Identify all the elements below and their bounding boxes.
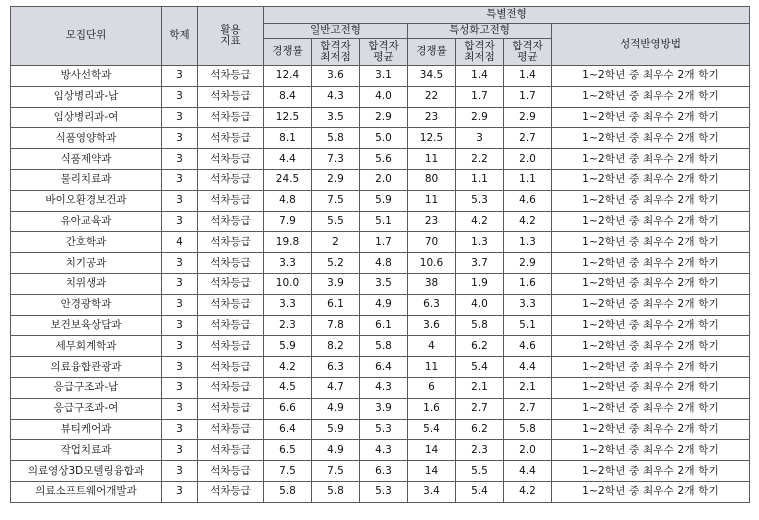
cell-specialized-min: 5.5 <box>456 461 504 482</box>
cell-years: 3 <box>162 149 198 170</box>
header-avg-line1: 합격자 <box>512 39 543 52</box>
cell-years: 3 <box>162 357 198 378</box>
cell-indicator: 석차등급 <box>198 66 264 87</box>
cell-specialized-avg: 5.8 <box>504 419 552 440</box>
table-row <box>11 232 750 253</box>
cell-grade-method: 1~2학년 중 최우수 2개 학기 <box>552 315 750 336</box>
cell-indicator: 석차등급 <box>198 440 264 461</box>
cell-general-avg: 1.7 <box>360 232 408 253</box>
cell-indicator: 석차등급 <box>198 149 264 170</box>
cell-general-min: 4.9 <box>312 398 360 419</box>
cell-years: 3 <box>162 66 198 87</box>
cell-indicator: 석차등급 <box>198 294 264 315</box>
cell-specialized-min: 5.4 <box>456 481 504 502</box>
cell-unit: 의료소프트웨어개발과 <box>11 481 162 502</box>
cell-indicator: 석차등급 <box>198 315 264 336</box>
table-row <box>11 336 750 357</box>
cell-specialized-min: 2.9 <box>456 107 504 128</box>
cell-grade-method: 1~2학년 중 최우수 2개 학기 <box>552 149 750 170</box>
header-general-min <box>312 39 360 66</box>
cell-general-min: 3.5 <box>312 107 360 128</box>
cell-general-min: 7.5 <box>312 190 360 211</box>
cell-general-min: 4.9 <box>312 440 360 461</box>
cell-general-min: 3.9 <box>312 273 360 294</box>
cell-grade-method: 1~2학년 중 최우수 2개 학기 <box>552 398 750 419</box>
cell-specialized-min: 5.3 <box>456 190 504 211</box>
cell-years: 3 <box>162 169 198 190</box>
cell-specialized-min: 2.3 <box>456 440 504 461</box>
cell-general-competition: 5.8 <box>264 481 312 502</box>
cell-years: 3 <box>162 128 198 149</box>
cell-years: 3 <box>162 190 198 211</box>
header-avg-line2: 평균 <box>517 51 538 63</box>
cell-general-competition: 4.2 <box>264 357 312 378</box>
cell-unit: 의료융합관광과 <box>11 357 162 378</box>
cell-indicator: 석차등급 <box>198 419 264 440</box>
table-row <box>11 273 750 294</box>
cell-specialized-competition: 38 <box>408 273 456 294</box>
cell-grade-method: 1~2학년 중 최우수 2개 학기 <box>552 294 750 315</box>
cell-specialized-avg: 2.0 <box>504 440 552 461</box>
cell-specialized-min: 2.7 <box>456 398 504 419</box>
cell-specialized-min: 1.3 <box>456 232 504 253</box>
cell-specialized-avg: 2.9 <box>504 253 552 274</box>
cell-general-avg: 5.3 <box>360 419 408 440</box>
cell-indicator: 석차등급 <box>198 169 264 190</box>
cell-unit: 식품제약과 <box>11 149 162 170</box>
cell-specialized-avg: 3.3 <box>504 294 552 315</box>
cell-general-competition: 6.5 <box>264 440 312 461</box>
cell-general-min: 7.8 <box>312 315 360 336</box>
cell-general-min: 7.5 <box>312 461 360 482</box>
cell-unit: 유아교육과 <box>11 211 162 232</box>
cell-general-avg: 2.9 <box>360 107 408 128</box>
cell-general-avg: 6.1 <box>360 315 408 336</box>
cell-general-competition: 12.5 <box>264 107 312 128</box>
cell-specialized-min: 6.2 <box>456 419 504 440</box>
cell-unit: 의료영상3D모델링융합과 <box>11 461 162 482</box>
cell-indicator: 석차등급 <box>198 273 264 294</box>
cell-indicator: 석차등급 <box>198 398 264 419</box>
cell-specialized-competition: 23 <box>408 211 456 232</box>
cell-general-avg: 3.5 <box>360 273 408 294</box>
cell-specialized-competition: 23 <box>408 107 456 128</box>
table-row <box>11 190 750 211</box>
cell-general-avg: 3.9 <box>360 398 408 419</box>
table-row <box>11 481 750 502</box>
cell-specialized-min: 3 <box>456 128 504 149</box>
header-specialized-competition: 경쟁률 <box>408 39 456 66</box>
cell-general-avg: 5.9 <box>360 190 408 211</box>
header-general-competition: 경쟁률 <box>264 39 312 66</box>
cell-unit: 임상병리과-남 <box>11 86 162 107</box>
cell-unit: 간호학과 <box>11 232 162 253</box>
cell-general-competition: 3.3 <box>264 294 312 315</box>
cell-general-avg: 5.8 <box>360 336 408 357</box>
cell-unit: 보건보육상담과 <box>11 315 162 336</box>
cell-general-min: 4.7 <box>312 377 360 398</box>
cell-grade-method: 1~2학년 중 최우수 2개 학기 <box>552 440 750 461</box>
cell-specialized-competition: 11 <box>408 357 456 378</box>
cell-general-competition: 6.6 <box>264 398 312 419</box>
cell-general-avg: 3.1 <box>360 66 408 87</box>
cell-general-min: 3.6 <box>312 66 360 87</box>
header-min-line2: 최저점 <box>464 51 495 63</box>
cell-specialized-avg: 4.2 <box>504 481 552 502</box>
cell-grade-method: 1~2학년 중 최우수 2개 학기 <box>552 357 750 378</box>
cell-specialized-min: 5.4 <box>456 357 504 378</box>
cell-specialized-min: 2.2 <box>456 149 504 170</box>
cell-general-avg: 5.6 <box>360 149 408 170</box>
cell-indicator: 석차등급 <box>198 357 264 378</box>
header-usage-indicator <box>198 7 264 66</box>
cell-indicator: 석차등급 <box>198 377 264 398</box>
header-general-track: 일반고전형 <box>264 24 408 39</box>
header-grade-method: 성적반영방법 <box>552 24 750 66</box>
cell-grade-method: 1~2학년 중 최우수 2개 학기 <box>552 169 750 190</box>
cell-years: 3 <box>162 336 198 357</box>
cell-years: 3 <box>162 461 198 482</box>
cell-indicator: 석차등급 <box>198 86 264 107</box>
cell-general-competition: 4.4 <box>264 149 312 170</box>
cell-specialized-min: 2.1 <box>456 377 504 398</box>
cell-general-competition: 12.4 <box>264 66 312 87</box>
cell-specialized-min: 4.2 <box>456 211 504 232</box>
table-row <box>11 211 750 232</box>
cell-years: 3 <box>162 253 198 274</box>
cell-specialized-avg: 2.9 <box>504 107 552 128</box>
cell-indicator: 석차등급 <box>198 481 264 502</box>
cell-general-competition: 7.5 <box>264 461 312 482</box>
cell-general-min: 7.3 <box>312 149 360 170</box>
cell-general-min: 5.8 <box>312 481 360 502</box>
cell-grade-method: 1~2학년 중 최우수 2개 학기 <box>552 128 750 149</box>
cell-grade-method: 1~2학년 중 최우수 2개 학기 <box>552 232 750 253</box>
cell-specialized-avg: 2.0 <box>504 149 552 170</box>
cell-years: 3 <box>162 377 198 398</box>
cell-years: 4 <box>162 232 198 253</box>
header-years: 학제 <box>162 7 198 66</box>
cell-general-min: 6.1 <box>312 294 360 315</box>
cell-specialized-competition: 5.4 <box>408 419 456 440</box>
cell-general-min: 5.8 <box>312 128 360 149</box>
cell-specialized-avg: 4.4 <box>504 357 552 378</box>
table-row <box>11 107 750 128</box>
cell-grade-method: 1~2학년 중 최우수 2개 학기 <box>552 253 750 274</box>
cell-years: 3 <box>162 107 198 128</box>
cell-specialized-min: 4.0 <box>456 294 504 315</box>
header-min-line1: 합격자 <box>320 39 351 52</box>
table-row <box>11 169 750 190</box>
cell-specialized-competition: 14 <box>408 461 456 482</box>
cell-general-avg: 4.3 <box>360 377 408 398</box>
cell-general-avg: 2.0 <box>360 169 408 190</box>
table-row <box>11 357 750 378</box>
cell-years: 3 <box>162 273 198 294</box>
cell-grade-method: 1~2학년 중 최우수 2개 학기 <box>552 377 750 398</box>
cell-indicator: 석차등급 <box>198 461 264 482</box>
cell-general-min: 4.3 <box>312 86 360 107</box>
cell-general-competition: 2.3 <box>264 315 312 336</box>
header-usage-line2: 지표 <box>220 35 241 47</box>
cell-general-competition: 7.9 <box>264 211 312 232</box>
cell-general-min: 5.2 <box>312 253 360 274</box>
cell-years: 3 <box>162 481 198 502</box>
cell-grade-method: 1~2학년 중 최우수 2개 학기 <box>552 86 750 107</box>
header-min-line1: 합격자 <box>464 39 495 52</box>
table-row <box>11 86 750 107</box>
cell-general-competition: 5.9 <box>264 336 312 357</box>
cell-years: 3 <box>162 86 198 107</box>
cell-general-avg: 6.3 <box>360 461 408 482</box>
cell-years: 3 <box>162 398 198 419</box>
table-row <box>11 149 750 170</box>
cell-grade-method: 1~2학년 중 최우수 2개 학기 <box>552 107 750 128</box>
cell-years: 3 <box>162 315 198 336</box>
cell-specialized-avg: 2.7 <box>504 398 552 419</box>
cell-unit: 바이오환경보건과 <box>11 190 162 211</box>
cell-indicator: 석차등급 <box>198 190 264 211</box>
cell-indicator: 석차등급 <box>198 232 264 253</box>
cell-specialized-min: 1.1 <box>456 169 504 190</box>
cell-general-avg: 4.0 <box>360 86 408 107</box>
header-special-admission: 특별전형 <box>264 7 750 24</box>
cell-indicator: 석차등급 <box>198 211 264 232</box>
cell-specialized-min: 1.4 <box>456 66 504 87</box>
cell-grade-method: 1~2학년 중 최우수 2개 학기 <box>552 273 750 294</box>
cell-general-min: 2 <box>312 232 360 253</box>
cell-unit: 응급구조과-여 <box>11 398 162 419</box>
cell-specialized-competition: 10.6 <box>408 253 456 274</box>
cell-specialized-competition: 3.6 <box>408 315 456 336</box>
cell-specialized-avg: 2.7 <box>504 128 552 149</box>
cell-specialized-avg: 1.7 <box>504 86 552 107</box>
cell-general-competition: 8.1 <box>264 128 312 149</box>
cell-general-competition: 3.3 <box>264 253 312 274</box>
cell-specialized-competition: 6.3 <box>408 294 456 315</box>
table-row <box>11 377 750 398</box>
table-row <box>11 128 750 149</box>
cell-general-competition: 10.0 <box>264 273 312 294</box>
cell-grade-method: 1~2학년 중 최우수 2개 학기 <box>552 481 750 502</box>
cell-general-min: 6.3 <box>312 357 360 378</box>
cell-indicator: 석차등급 <box>198 336 264 357</box>
cell-specialized-avg: 1.1 <box>504 169 552 190</box>
cell-specialized-competition: 22 <box>408 86 456 107</box>
cell-indicator: 석차등급 <box>198 128 264 149</box>
header-avg-line2: 평균 <box>373 51 394 63</box>
cell-grade-method: 1~2학년 중 최우수 2개 학기 <box>552 190 750 211</box>
cell-general-avg: 4.8 <box>360 253 408 274</box>
cell-specialized-min: 1.9 <box>456 273 504 294</box>
cell-specialized-competition: 12.5 <box>408 128 456 149</box>
table-row <box>11 461 750 482</box>
cell-specialized-avg: 4.4 <box>504 461 552 482</box>
header-avg-line1: 합격자 <box>368 39 399 52</box>
cell-indicator: 석차등급 <box>198 253 264 274</box>
cell-unit: 작업치료과 <box>11 440 162 461</box>
cell-general-competition: 4.8 <box>264 190 312 211</box>
cell-general-avg: 6.4 <box>360 357 408 378</box>
table-row <box>11 398 750 419</box>
header-specialized-track: 특성화고전형 <box>408 24 552 39</box>
table-row <box>11 419 750 440</box>
cell-specialized-competition: 14 <box>408 440 456 461</box>
cell-specialized-min: 6.2 <box>456 336 504 357</box>
cell-unit: 치기공과 <box>11 253 162 274</box>
cell-unit: 안경광학과 <box>11 294 162 315</box>
cell-years: 3 <box>162 419 198 440</box>
cell-general-avg: 4.9 <box>360 294 408 315</box>
cell-general-min: 5.5 <box>312 211 360 232</box>
cell-unit: 뷰티케어과 <box>11 419 162 440</box>
cell-general-min: 2.9 <box>312 169 360 190</box>
cell-general-competition: 4.5 <box>264 377 312 398</box>
cell-general-avg: 4.3 <box>360 440 408 461</box>
table-header <box>11 7 750 66</box>
cell-specialized-avg: 4.2 <box>504 211 552 232</box>
cell-general-avg: 5.3 <box>360 481 408 502</box>
table-row <box>11 294 750 315</box>
table-row <box>11 315 750 336</box>
cell-specialized-competition: 80 <box>408 169 456 190</box>
cell-specialized-competition: 1.6 <box>408 398 456 419</box>
cell-specialized-avg: 4.6 <box>504 190 552 211</box>
cell-grade-method: 1~2학년 중 최우수 2개 학기 <box>552 336 750 357</box>
header-unit: 모집단위 <box>11 7 162 66</box>
cell-grade-method: 1~2학년 중 최우수 2개 학기 <box>552 211 750 232</box>
cell-unit: 물리치료과 <box>11 169 162 190</box>
table-row <box>11 66 750 87</box>
cell-specialized-avg: 1.4 <box>504 66 552 87</box>
cell-general-competition: 19.8 <box>264 232 312 253</box>
cell-general-competition: 8.4 <box>264 86 312 107</box>
cell-specialized-competition: 4 <box>408 336 456 357</box>
cell-general-min: 8.2 <box>312 336 360 357</box>
cell-specialized-competition: 11 <box>408 149 456 170</box>
table-row <box>11 440 750 461</box>
header-specialized-avg <box>504 39 552 66</box>
table-row <box>11 253 750 274</box>
cell-specialized-competition: 3.4 <box>408 481 456 502</box>
cell-grade-method: 1~2학년 중 최우수 2개 학기 <box>552 419 750 440</box>
cell-specialized-competition: 34.5 <box>408 66 456 87</box>
table-body <box>11 66 750 503</box>
cell-specialized-competition: 70 <box>408 232 456 253</box>
cell-years: 3 <box>162 440 198 461</box>
cell-general-competition: 6.4 <box>264 419 312 440</box>
header-specialized-min <box>456 39 504 66</box>
cell-specialized-min: 5.8 <box>456 315 504 336</box>
cell-grade-method: 1~2학년 중 최우수 2개 학기 <box>552 66 750 87</box>
cell-specialized-avg: 1.3 <box>504 232 552 253</box>
cell-general-avg: 5.1 <box>360 211 408 232</box>
cell-specialized-avg: 2.1 <box>504 377 552 398</box>
cell-general-min: 5.9 <box>312 419 360 440</box>
admissions-table <box>10 6 750 503</box>
cell-general-competition: 24.5 <box>264 169 312 190</box>
cell-unit: 식품영양학과 <box>11 128 162 149</box>
cell-specialized-avg: 4.6 <box>504 336 552 357</box>
cell-unit: 치위생과 <box>11 273 162 294</box>
cell-specialized-avg: 5.1 <box>504 315 552 336</box>
header-usage-line1: 활용 <box>220 23 241 36</box>
cell-specialized-competition: 11 <box>408 190 456 211</box>
cell-specialized-min: 3.7 <box>456 253 504 274</box>
header-min-line2: 최저점 <box>320 51 351 63</box>
cell-specialized-avg: 1.6 <box>504 273 552 294</box>
cell-specialized-competition: 6 <box>408 377 456 398</box>
cell-specialized-min: 1.7 <box>456 86 504 107</box>
cell-unit: 임상병리과-여 <box>11 107 162 128</box>
cell-unit: 응급구조과-남 <box>11 377 162 398</box>
header-general-avg <box>360 39 408 66</box>
cell-years: 3 <box>162 211 198 232</box>
cell-unit: 세무회계학과 <box>11 336 162 357</box>
cell-years: 3 <box>162 294 198 315</box>
cell-indicator: 석차등급 <box>198 107 264 128</box>
cell-grade-method: 1~2학년 중 최우수 2개 학기 <box>552 461 750 482</box>
cell-unit: 방사선학과 <box>11 66 162 87</box>
cell-general-avg: 5.0 <box>360 128 408 149</box>
